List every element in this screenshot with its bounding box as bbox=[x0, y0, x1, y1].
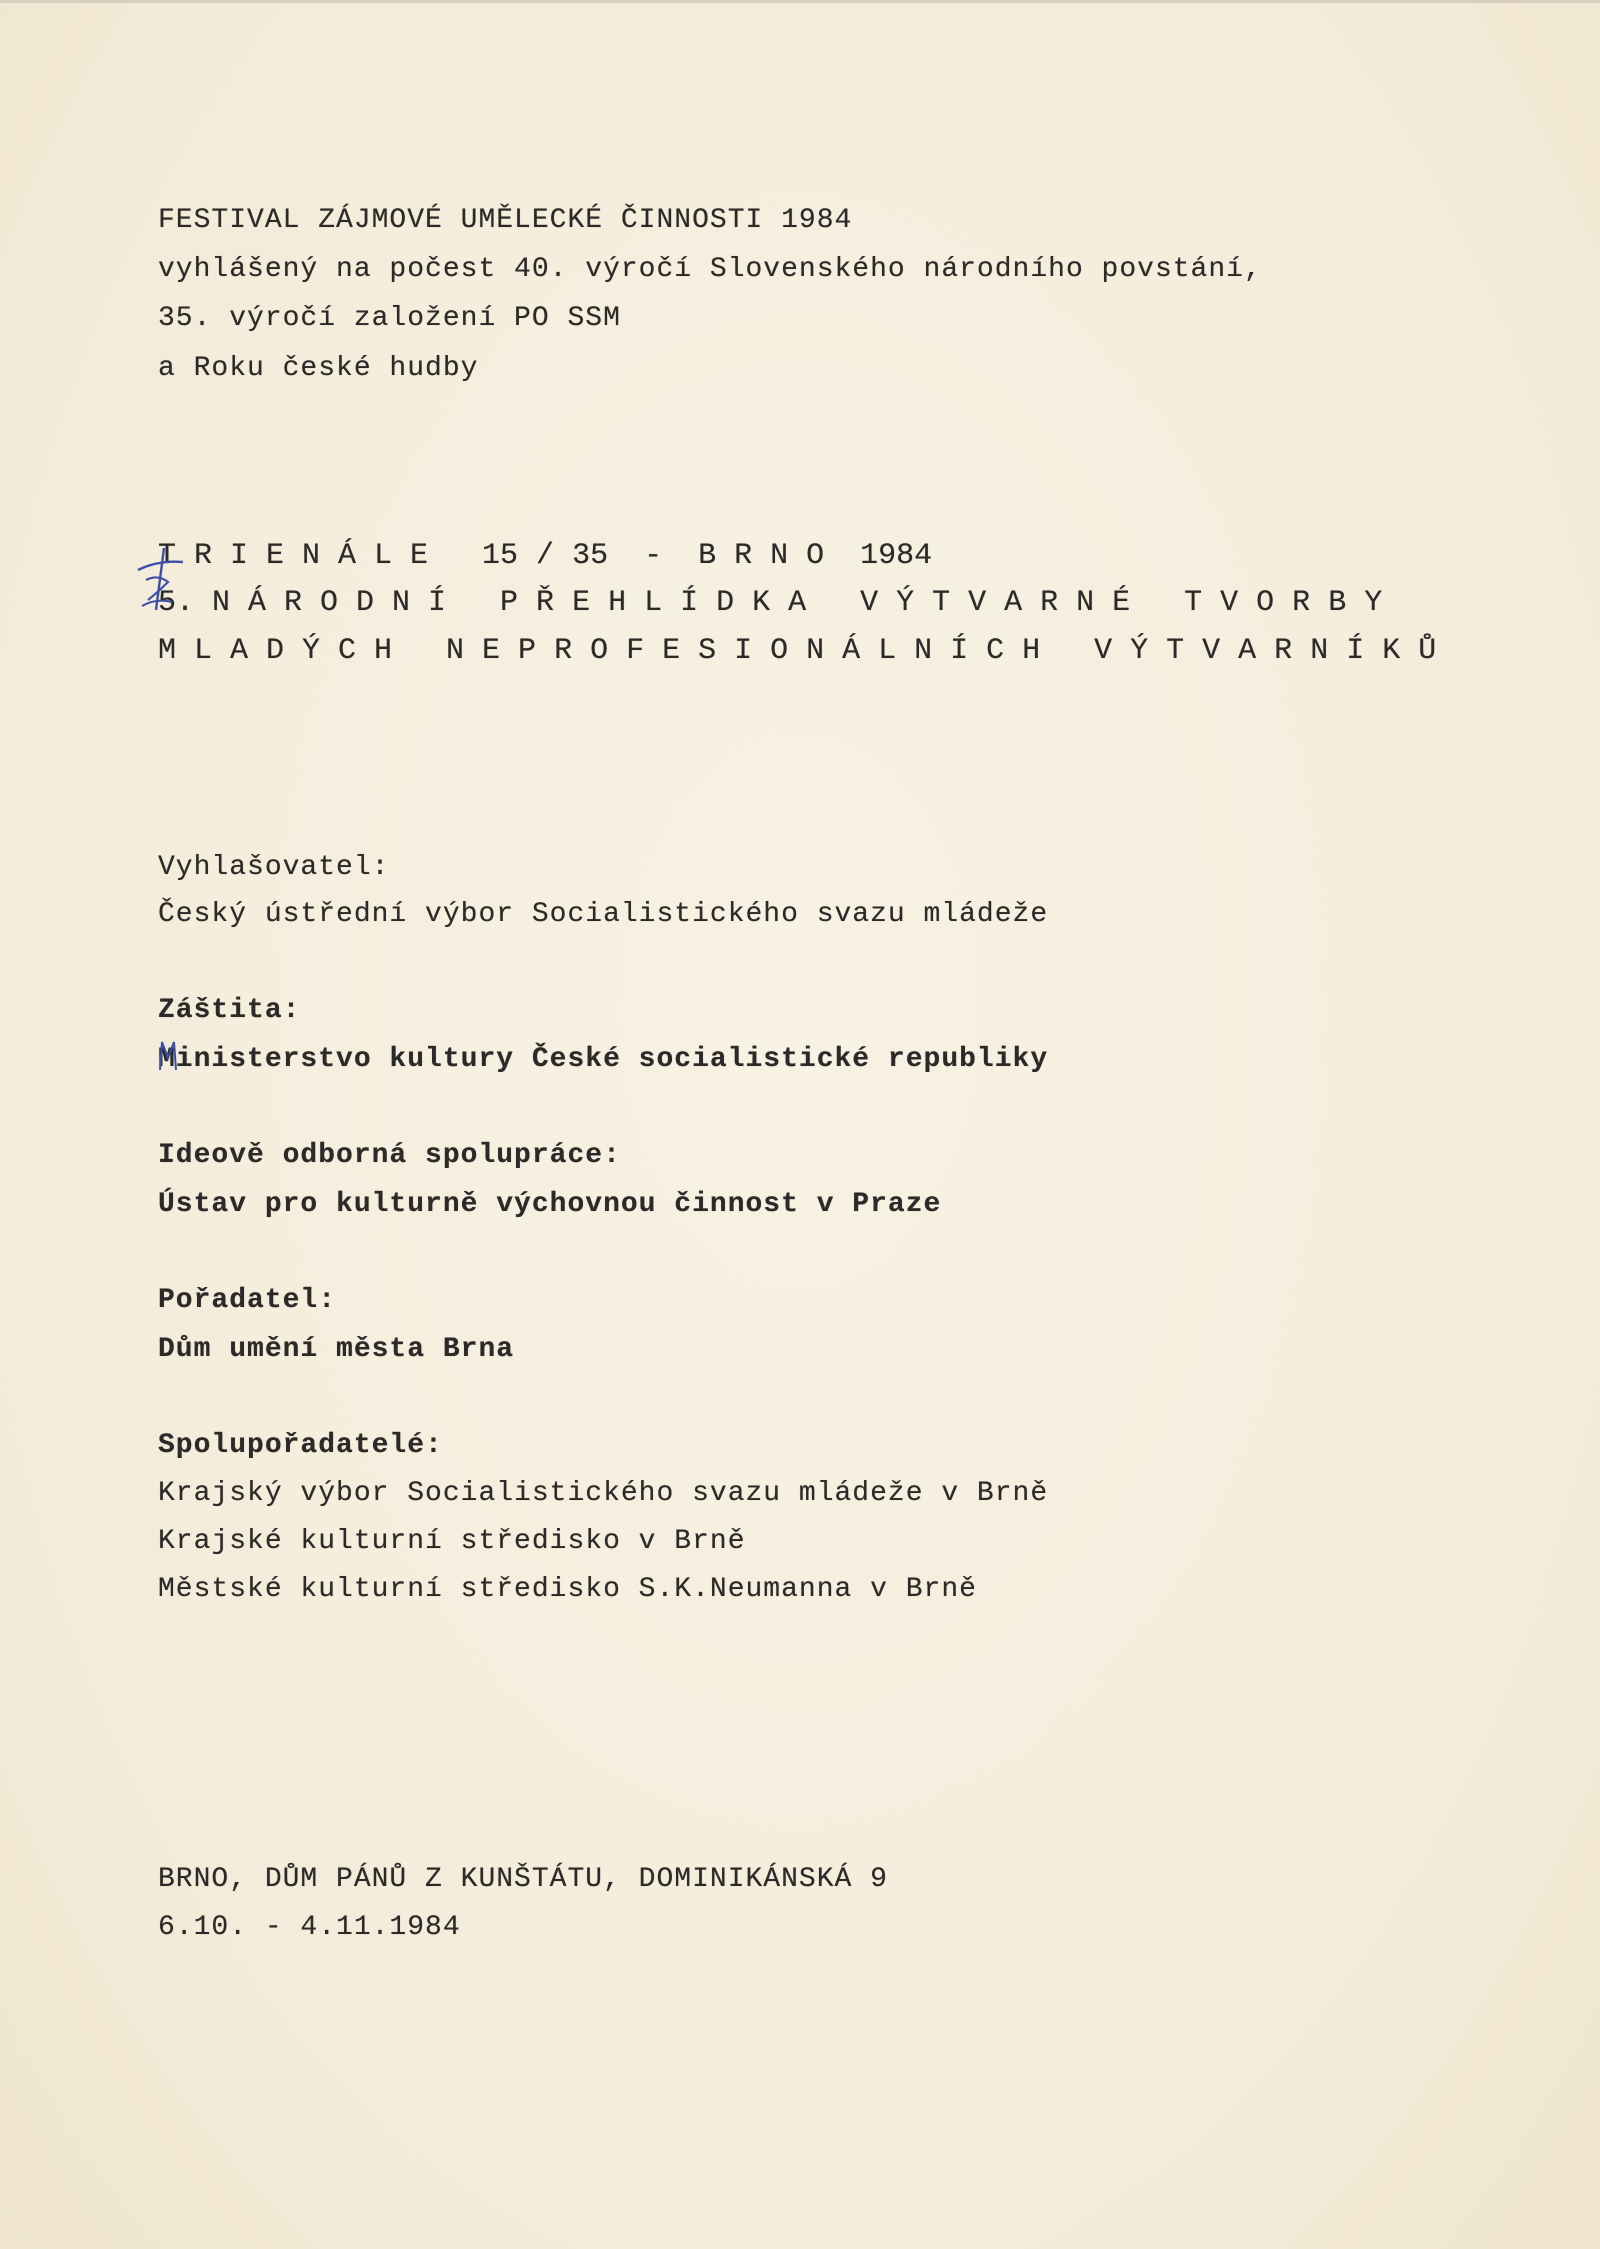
festival-subtitle-line-2: 35. výročí založení PO SSM bbox=[158, 303, 621, 334]
venue-address: BRNO, DŮM PÁNŮ Z KUNŠTÁTU, DOMINIKÁNSKÁ 9 bbox=[158, 1864, 888, 1895]
patronage-label: Záštita: bbox=[158, 995, 301, 1026]
coorganizers-label: Spolupořadatelé: bbox=[158, 1430, 443, 1461]
announcer-value: Český ústřední výbor Socialistického svazu mládeže bbox=[158, 899, 1049, 930]
coorganizer-item: Krajský výbor Socialistického svazu mládeže v Brně bbox=[158, 1478, 1049, 1509]
organizer-label: Pořadatel: bbox=[158, 1285, 337, 1316]
organizer-value: Dům umění města Brna bbox=[158, 1334, 515, 1365]
triennale-subtitle-1: 5. N Á R O D N Í P Ř E H L Í D K A V Ý T V A R N É T V O R B Y bbox=[158, 586, 1383, 620]
coorganizer-item: Krajské kulturní středisko v Brně bbox=[158, 1526, 746, 1557]
triennale-subtitle-2: M L A D Ý C H N E P R O F E S I O N Á L N Í C H V Ý T V A R N Í K Ů bbox=[158, 634, 1437, 668]
festival-title: FESTIVAL ZÁJMOVÉ UMĚLECKÉ ČINNOSTI 1984 bbox=[158, 205, 853, 236]
exhibition-dates: 6.10. - 4.11.1984 bbox=[158, 1912, 461, 1943]
cooperation-value: Ústav pro kulturně výchovnou činnost v Praze bbox=[158, 1189, 942, 1220]
festival-subtitle-line-1: vyhlášený na počest 40. výročí Slovenského národního povstání, bbox=[158, 254, 1262, 285]
coorganizer-item: Městské kulturní středisko S.K.Neumanna v Brně bbox=[158, 1574, 977, 1605]
triennale-title: T R I E N Á L E 15 / 35 - B R N O 1984 bbox=[158, 539, 933, 573]
announcer-label: Vyhlašovatel: bbox=[158, 852, 390, 883]
cooperation-label: Ideově odborná spolupráce: bbox=[158, 1140, 621, 1171]
page-top-edge bbox=[0, 0, 1600, 3]
festival-subtitle-line-3: a Roku české hudby bbox=[158, 353, 479, 384]
patronage-value: Ministerstvo kultury České socialistické republiky bbox=[158, 1044, 1049, 1075]
